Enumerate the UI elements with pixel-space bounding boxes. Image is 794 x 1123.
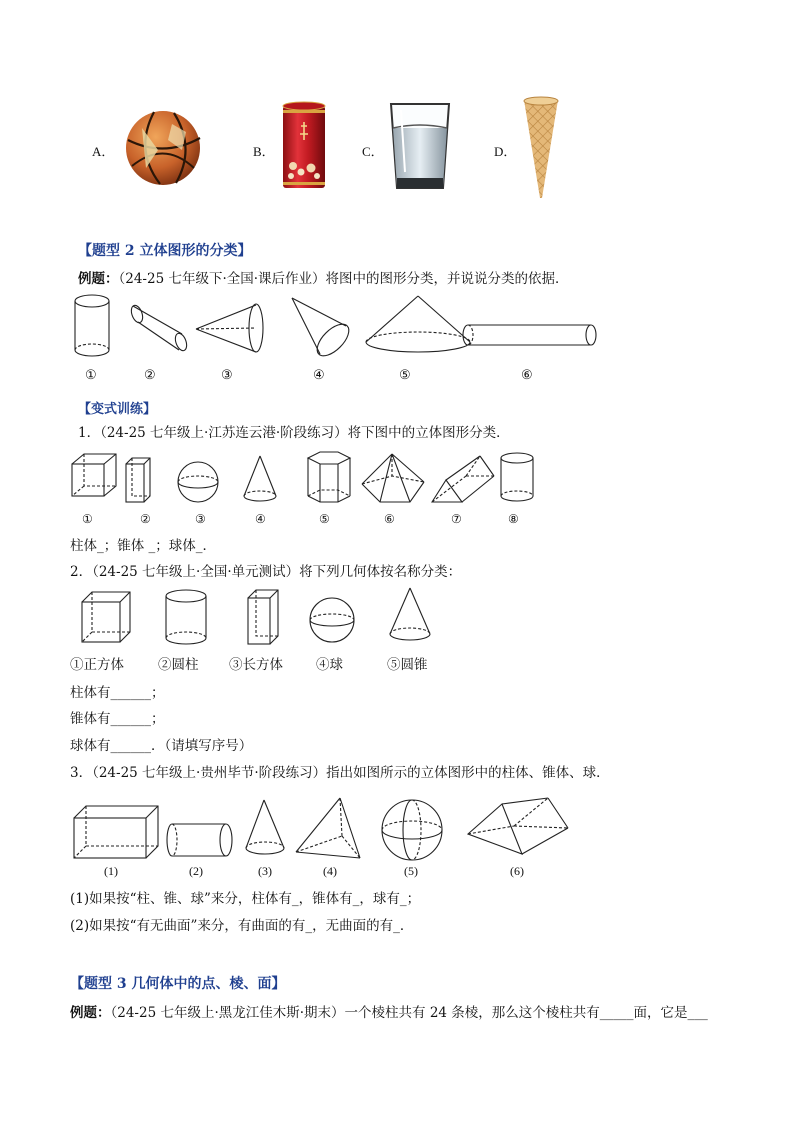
basketball-image — [124, 110, 202, 186]
q3-cone — [246, 800, 284, 854]
ice-cream-cone-image — [523, 96, 559, 200]
q2-cuboid — [248, 590, 278, 644]
q1-triangular-prism — [432, 456, 494, 502]
fig-label: (5) — [404, 864, 418, 878]
q3-triangular-prism — [468, 798, 568, 854]
option-a-label: A． — [92, 144, 115, 159]
q1-pyramid — [362, 454, 424, 502]
fig-label: ⑥ — [521, 367, 533, 382]
fig-label: ③ — [221, 367, 233, 382]
q3-cuboid — [74, 806, 158, 858]
fig-label: ① — [85, 367, 97, 382]
q1-figure-labels — [70, 512, 540, 528]
q2-cylinder — [166, 590, 206, 644]
fig-label: ④ — [313, 367, 325, 382]
water-glass-image — [389, 102, 451, 192]
fig-label: ①正方体 — [70, 657, 124, 673]
fig-label: ② — [140, 512, 151, 526]
fig-label: ⑥ — [384, 512, 395, 526]
fig5-cone — [366, 296, 470, 352]
fig-label: ⑧ — [508, 512, 519, 526]
fig1-cylinder — [75, 295, 109, 356]
q3-pyramid — [296, 798, 360, 858]
fig-label: (6) — [510, 864, 524, 878]
fig-label: ⑤ — [319, 512, 330, 526]
q2-line3: 球体有______．（请填写序号） — [70, 738, 253, 754]
option-d-label: D． — [494, 144, 517, 159]
q2-cube — [82, 592, 130, 642]
example-figures — [70, 292, 600, 362]
section2-example — [78, 270, 569, 288]
example-figure-labels — [70, 367, 600, 387]
example-prefix: 例题： — [78, 271, 119, 287]
fig3-cone — [196, 304, 263, 352]
fig-label: ④ — [255, 512, 266, 526]
fig4-cone — [292, 298, 354, 361]
q1-figures — [70, 450, 540, 510]
q3-figure-labels — [70, 864, 580, 880]
fig-label: ⑤圆锥 — [387, 657, 428, 673]
q1-answer: 柱体_；锥体 _；球体_． — [70, 538, 217, 554]
q2-text: 2．（24-25 七年级上·全国·单元测试）将下列几何体按名称分类： — [70, 564, 462, 580]
example-text: （24-25 七年级下·全国·课后作业）将图中的图形分类，并说说分类的依据． — [118, 271, 569, 287]
fig2-flat-cylinder — [129, 304, 189, 352]
fig6-long-cylinder — [463, 325, 596, 345]
fig-label: ② — [144, 367, 156, 382]
q1-text: 1．（24-25 七年级上·江苏连云港·阶段练习）将下图中的立体图形分类． — [78, 425, 510, 441]
q2-line1: 柱体有______； — [70, 685, 165, 701]
q1-cylinder — [501, 453, 533, 501]
q2-line2: 锥体有______； — [70, 711, 165, 727]
section2-title: 【题型 2 立体图形的分类】 — [78, 243, 252, 259]
section3-title: 【题型 3 几何体中的点、棱、面】 — [70, 976, 286, 992]
q2-sphere — [310, 598, 354, 642]
q3-figures — [70, 794, 580, 862]
q2-figures — [80, 586, 460, 648]
fig-label: ⑦ — [451, 512, 462, 526]
q3-cylinder — [167, 824, 232, 856]
variant-title: 【变式训练】 — [78, 402, 157, 417]
fig-label: ③ — [195, 512, 206, 526]
q1-cone — [244, 456, 276, 501]
section3-example — [70, 1004, 708, 1022]
q3-line1: (1)如果按“柱、锥、球”来分，柱体有_，锥体有_，球有_； — [70, 891, 421, 907]
example-prefix: 例题： — [70, 1005, 111, 1021]
fig-label: (1) — [104, 864, 118, 878]
fig-label: ③长方体 — [229, 657, 283, 673]
option-c-label: C． — [362, 144, 384, 159]
fig-label: ④球 — [316, 657, 343, 673]
q3-sphere — [382, 800, 442, 860]
fig-label: ⑤ — [399, 367, 411, 382]
q1-cube — [72, 454, 116, 496]
q1-cuboid — [126, 458, 150, 502]
q2-cone — [390, 588, 430, 640]
q3-line2: (2)如果按“有无曲面”来分，有曲面的有_，无曲面的有_． — [70, 918, 414, 934]
q2-figure-labels — [70, 656, 470, 676]
fig-label: ②圆柱 — [158, 657, 199, 673]
tea-can-image — [281, 100, 327, 190]
q1-sphere — [178, 462, 218, 502]
fig-label: (4) — [323, 864, 337, 878]
fig-label: (2) — [189, 864, 203, 878]
example-text: （24-25 七年级上·黑龙江佳木斯·期末）一个棱柱共有 24 条棱，那么这个棱柱共有_____面，它是___ — [110, 1005, 708, 1021]
fig-label: ① — [82, 512, 93, 526]
fig-label: (3) — [258, 864, 272, 878]
q3-text: 3．（24-25 七年级上·贵州毕节·阶段练习）指出如图所示的立体图形中的柱体、锥体、球． — [70, 765, 610, 781]
option-b-label: B． — [253, 144, 275, 159]
q1-hexagonal-prism — [308, 452, 350, 502]
